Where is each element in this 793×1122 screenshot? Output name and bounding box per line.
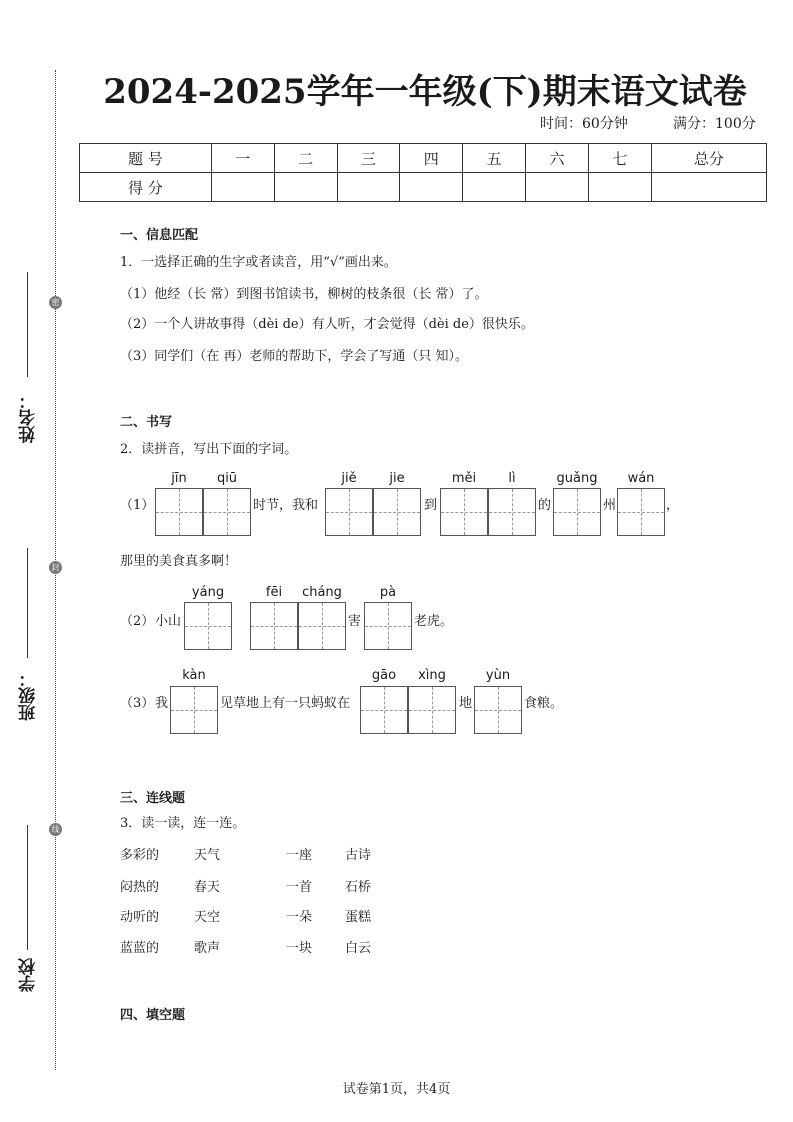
writing-box[interactable] [440,488,488,536]
header-cell: 五 [463,144,526,173]
writing-box[interactable] [488,488,536,536]
q2-1-text-3: 的 [538,498,552,513]
pinyin: lì [508,471,516,486]
header-cell: 七 [588,144,651,173]
writing-box[interactable] [553,488,601,536]
header-cell: 四 [400,144,463,173]
match-left-word: 多彩的 [120,848,160,863]
seal-feng: 封 [49,561,62,574]
section2-heading: 二、书写 [120,415,173,430]
pinyin: guǎng [556,471,598,486]
writing-box[interactable] [360,686,408,734]
pinyin: jiě [341,471,357,486]
q2-2-num: （2） [120,614,155,629]
exam-time: 时间：60分钟 [540,116,628,132]
q2-1-num: （1） [120,498,155,513]
header-cell: 一 [211,144,274,173]
section1-heading: 一、信息匹配 [120,228,199,243]
writing-box[interactable] [364,602,412,650]
match-right-measure: 一座 [286,848,313,863]
score-label-cell: 得 分 [80,173,212,202]
question-1: 1．一选择正确的生字或者读音，用“√”画出来。 [120,255,397,270]
score-table-header-row [80,144,767,173]
writing-box[interactable] [203,488,251,536]
header-cell: 二 [274,144,337,173]
q2-1-text-1: 时节，我和 [253,498,319,513]
writing-box[interactable] [155,488,203,536]
score-table [79,143,767,202]
score-cell[interactable] [588,173,651,202]
score-table-score-row [80,173,767,202]
q1-line-1: （1）他经（长 常）到图书馆读书，柳树的枝条很（长 常）了。 [120,287,488,302]
pinyin: yùn [485,668,511,683]
writing-box[interactable] [325,488,373,536]
writing-box[interactable] [298,602,346,650]
match-left-noun: 天气 [194,848,221,863]
header-cell: 题 号 [80,144,212,173]
q2-2-text-2: 老虎。 [414,614,454,629]
match-left-word: 蓝蓝的 [120,941,160,956]
score-cell[interactable] [463,173,526,202]
match-right-measure: 一朵 [286,910,313,925]
q2-1-text-2: 到 [424,498,438,513]
question-2: 2．读拼音，写出下面的字词。 [120,442,298,457]
section3-heading: 三、连线题 [120,791,186,806]
match-left-noun: 歌声 [194,941,221,956]
pinyin: pà [379,585,397,600]
match-right-noun: 石桥 [345,880,372,895]
question-3: 3．读一读，连一连。 [120,816,246,831]
name-rule [27,272,28,377]
seal-xian: 线 [49,823,62,836]
pinyin: xìng [418,668,446,683]
section4-heading: 四、填空题 [120,1008,186,1023]
match-left-noun: 天空 [194,910,221,925]
score-cell[interactable] [400,173,463,202]
match-right-noun: 古诗 [345,848,372,863]
writing-box[interactable] [170,686,218,734]
school-rule [27,825,28,950]
writing-box[interactable] [617,488,665,536]
seal-mi: 密 [49,296,62,309]
header-cell: 总分 [651,144,766,173]
q2-1-text-5: ， [666,498,680,513]
full-score: 满分：100分 [673,116,756,132]
score-cell[interactable] [211,173,274,202]
class-rule [27,548,28,658]
match-left-word: 闷热的 [120,880,160,895]
header-cell: 六 [526,144,589,173]
pinyin: jie [389,471,405,486]
pinyin: wán [627,471,655,486]
score-cell[interactable] [651,173,766,202]
score-cell[interactable] [274,173,337,202]
pinyin: qiū [216,471,238,486]
pinyin: cháng [302,585,342,600]
q1-line-2: （2）一个人讲故事得（dèi de）有人听，才会觉得（dèi de）很快乐。 [120,317,534,332]
q2-1-text-4: 州 [603,498,617,513]
writing-box[interactable] [474,686,522,734]
pinyin: yáng [191,585,225,600]
q2-3-text-1: 见草地上有一只蚂蚁在 [220,696,351,711]
q2-3-num: （3） [120,696,155,711]
pinyin: kàn [182,668,206,683]
page-footer: 试卷第1页，共4页 [342,1082,451,1097]
writing-box[interactable] [373,488,421,536]
writing-box[interactable] [408,686,456,734]
q2-3-text-0: 我 [155,696,169,711]
q1-line-3: （3）同学们（在 再）老师的帮助下，学会了写通（只 知）。 [120,349,469,364]
pinyin: gāo [371,668,397,683]
school-label: 学校 [19,958,39,992]
class-label: 班级： [19,670,39,721]
name-label: 姓名： [19,392,39,443]
pinyin: jīn [171,471,187,486]
q2-1-continuation: 那里的美食真多啊！ [120,554,238,569]
page-title: 2024-2025学年一年级(下)期末语文试卷 [103,72,747,112]
match-left-noun: 春天 [194,880,221,895]
pinyin: měi [451,471,477,486]
q2-3-text-2: 地 [459,696,473,711]
pinyin: fēi [265,585,283,600]
q2-3-text-3: 食粮。 [524,696,564,711]
match-left-word: 动听的 [120,910,160,925]
score-cell[interactable] [337,173,400,202]
score-cell[interactable] [526,173,589,202]
writing-box[interactable] [250,602,298,650]
q2-2-text-1: 害 [348,614,362,629]
writing-box[interactable] [184,602,232,650]
match-right-noun: 白云 [345,941,372,956]
match-right-noun: 蛋糕 [345,910,372,925]
q2-2-text-0: 小山 [155,614,182,629]
match-right-measure: 一块 [286,941,313,956]
header-cell: 三 [337,144,400,173]
match-right-measure: 一首 [286,880,313,895]
